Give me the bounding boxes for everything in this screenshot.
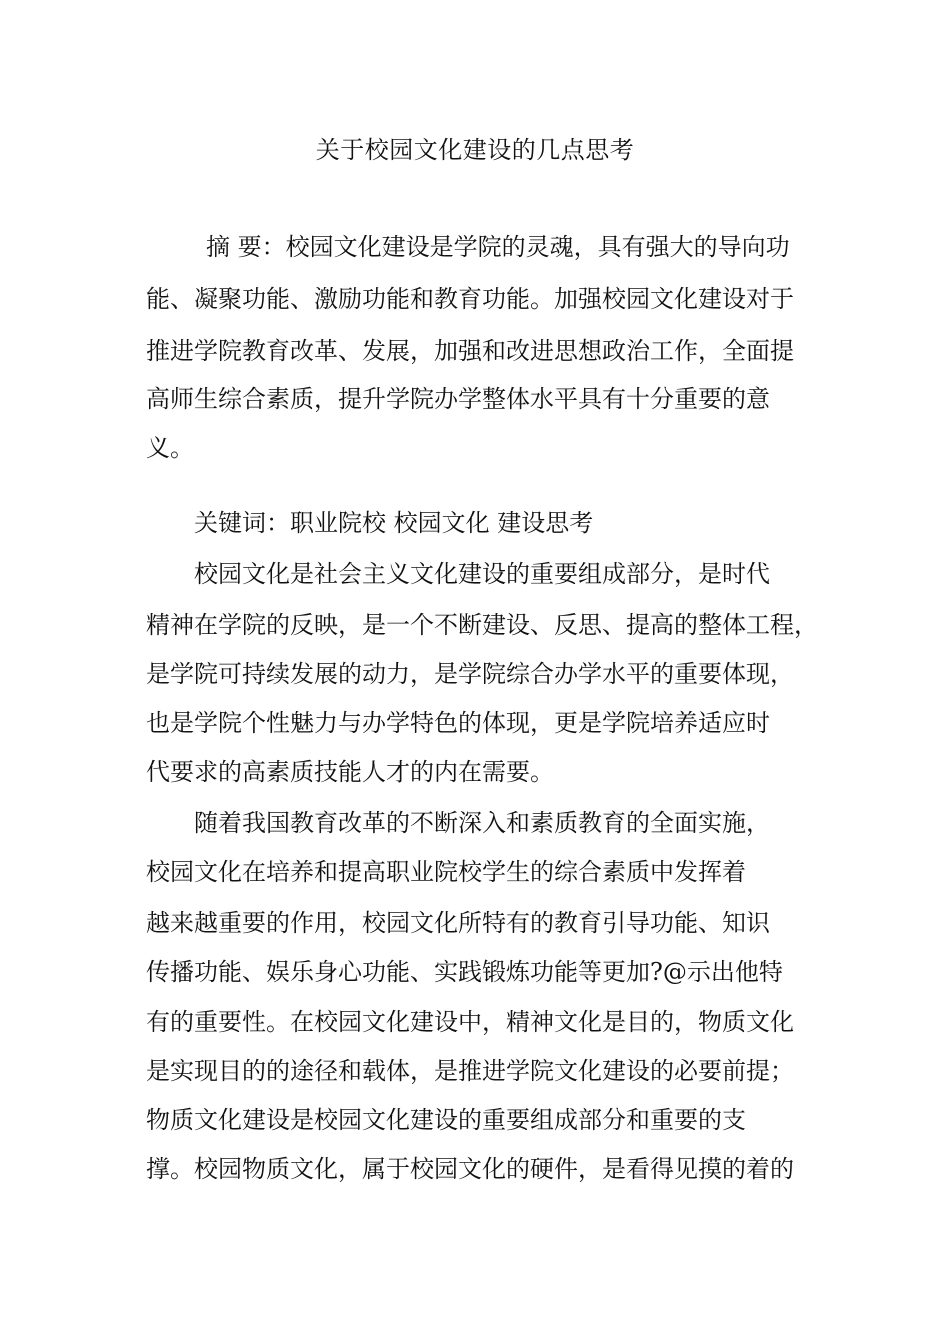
paragraph-line: 是实现目的的途径和载体，是推进学院文化建设的必要前提； bbox=[146, 1057, 794, 1085]
paragraph-line: 校园文化在培养和提高职业院校学生的综合素质中发挥着 bbox=[146, 858, 746, 886]
paragraph-line: 物质文化建设是校园文化建设的重要组成部分和重要的支 bbox=[146, 1106, 746, 1134]
paragraph-line: 传播功能、娱乐身心功能、实践锻炼功能等更加?@示出他特 bbox=[146, 958, 783, 986]
document-title: 关于校园文化建设的几点思考 bbox=[315, 136, 635, 164]
abstract-line: 能、凝聚功能、激励功能和教育功能。加强校园文化建设对于 bbox=[146, 285, 794, 313]
abstract-line: 义。 bbox=[146, 434, 194, 462]
abstract-line: 推进学院教育改革、发展，加强和改进思想政治工作，全面提 bbox=[146, 337, 794, 365]
paragraph-line: 代要求的高素质技能人才的内在需要。 bbox=[146, 758, 554, 786]
paragraph-line: 精神在学院的反映，是一个不断建设、反思、提高的整体工程， bbox=[146, 611, 818, 639]
paragraph-line: 随着我国教育改革的不断深入和素质教育的全面实施， bbox=[194, 809, 770, 837]
abstract-line: 高师生综合素质，提升学院办学整体水平具有十分重要的意 bbox=[146, 385, 770, 413]
paragraph-line: 有的重要性。在校园文化建设中，精神文化是目的，物质文化 bbox=[146, 1008, 794, 1036]
abstract-line: 摘 要：校园文化建设是学院的灵魂，具有强大的导向功 bbox=[206, 233, 790, 261]
paragraph-line: 是学院可持续发展的动力，是学院综合办学水平的重要体现， bbox=[146, 660, 794, 688]
paragraph-line: 越来越重要的作用，校园文化所特有的教育引导功能、知识 bbox=[146, 909, 770, 937]
keywords-line: 关键词：职业院校 校园文化 建设思考 bbox=[194, 509, 594, 537]
paragraph-line: 也是学院个性魅力与办学特色的体现，更是学院培养适应时 bbox=[146, 709, 770, 737]
paragraph-line: 校园文化是社会主义文化建设的重要组成部分，是时代 bbox=[194, 560, 770, 588]
paragraph-line: 撑。校园物质文化，属于校园文化的硬件，是看得见摸的着的 bbox=[146, 1155, 794, 1183]
